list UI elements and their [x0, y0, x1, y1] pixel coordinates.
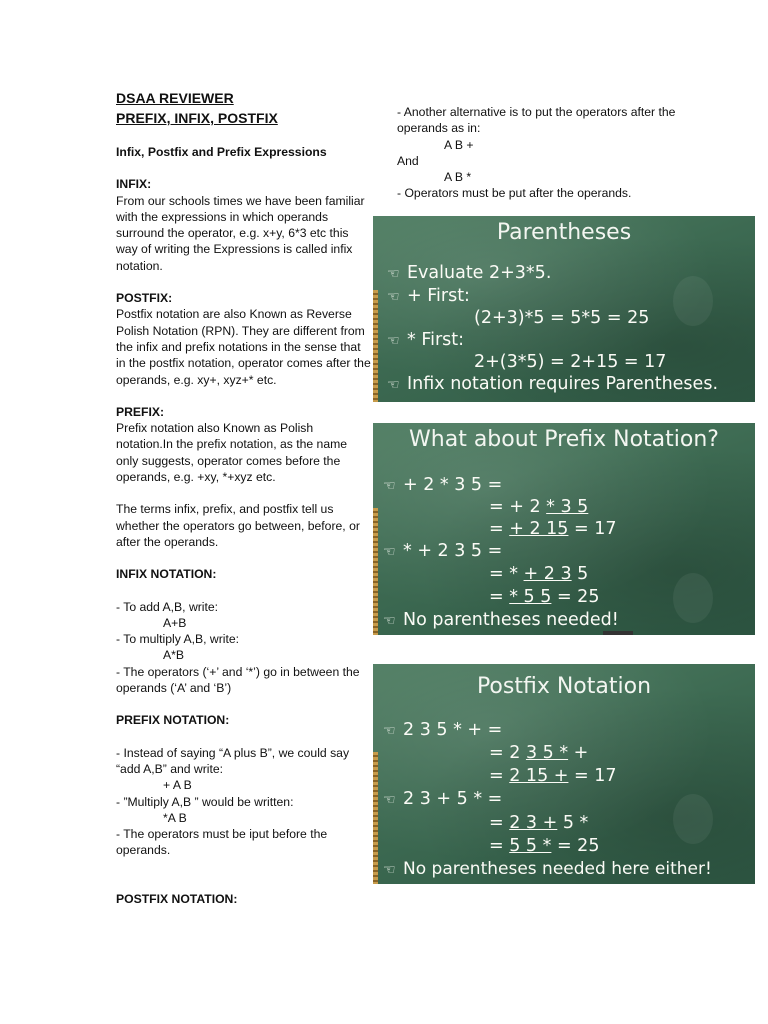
doc-title-line2: PREFIX, INFIX, POSTFIX	[116, 110, 278, 126]
chalk-ledge	[603, 631, 633, 635]
pointing-hand-icon: ☜	[383, 478, 396, 494]
prefix-heading: PREFIX:	[116, 404, 165, 419]
slide-title: What about Prefix Notation?	[409, 427, 719, 452]
alt-expr2: A B *	[444, 170, 472, 185]
prefix-instead: - Instead of saying “A plus B”, we could say “add A,B” and write:	[116, 745, 350, 776]
doc-title-line1: DSAA REVIEWER	[116, 90, 234, 106]
subtitle: Infix, Postfix and Prefix Expressions	[116, 145, 327, 159]
slide-line: = + 2 15 = 17	[489, 519, 617, 539]
infix-ops: - The operators (‘+’ and ‘*’) go in between the operands (‘A’ and ‘B’)	[116, 664, 360, 696]
slide-title: Postfix Notation	[476, 674, 652, 699]
pointing-hand-icon: ☜	[387, 289, 400, 305]
ruler-decoration	[373, 752, 378, 884]
postfix-notation-heading: POSTFIX NOTATION:	[116, 891, 238, 906]
prefix-mult: - ”Multiply A,B ” would be written:	[116, 794, 294, 809]
pointing-hand-icon: ☜	[383, 723, 396, 739]
terms-text: The terms infix, prefix, and postfix tell us whether the operators go between, before, or after the operands.	[116, 502, 360, 549]
slide-line: ☜ + First:	[387, 286, 470, 306]
right-column	[397, 104, 697, 202]
postfix-text: Postfix notation are also Known as Reverse Polish Notation (RPN). They are different from the infix and prefix notations in the sense that in the postfix notation, operator comes after the operands, e.g. xy+, xyz+* etc.	[116, 307, 371, 387]
slide-line: ☜ Evaluate 2+3*5.	[387, 263, 552, 283]
pointing-hand-icon: ☜	[383, 792, 396, 808]
pointing-hand-icon: ☜	[387, 333, 400, 349]
slide-line: = * 5 5 = 25	[489, 587, 600, 607]
slide-parentheses	[373, 216, 755, 402]
ops-after: - Operators must be put after the operands.	[397, 186, 632, 201]
prefix-mult-expr: *A B	[163, 810, 187, 825]
and-text: And	[397, 153, 419, 168]
slide-line: 2+(3*5) = 2+15 = 17	[474, 352, 667, 372]
slide-line: ☜ + 2 * 3 5 =	[383, 475, 503, 495]
slide-line: ☜ No parentheses needed here either!	[383, 859, 712, 879]
prefix-text: Prefix notation also Known as Polish notation.In the prefix notation, as the name only suggests, operator comes before the operands, e.g. +xy, *+xyz etc.	[116, 421, 348, 485]
infix-text: From our schools times we have been familiar with the expressions in which operands surround the operator, e.g. x+y, 6*3 etc this way of writing the Expressions is called infix notation.	[116, 193, 365, 273]
prefix-add-expr: + A B	[163, 778, 192, 793]
slide-line: ☜ Infix notation requires Parentheses.	[387, 374, 719, 394]
slide-line: ☜ 2 3 + 5 * =	[383, 789, 503, 809]
slide-title: Parentheses	[496, 220, 632, 245]
infix-mult-expr: A*B	[163, 648, 185, 663]
pointing-hand-icon: ☜	[387, 377, 400, 393]
prefix-ops: - The operators must be iput before the operands.	[116, 827, 328, 858]
pointing-hand-icon: ☜	[387, 266, 400, 282]
alt-text: - Another alternative is to put the operators after the operands as in:	[397, 105, 676, 136]
slide-line: = * + 2 3 5	[489, 564, 589, 584]
pointing-hand-icon: ☜	[383, 544, 396, 560]
pointing-hand-icon: ☜	[383, 613, 396, 629]
slide-line: = 2 3 5 * +	[489, 743, 589, 763]
left-column	[116, 88, 371, 907]
slide-line: = + 2 * 3 5	[489, 497, 589, 517]
ruler-decoration	[373, 508, 378, 635]
alt-expr1: A B +	[444, 137, 474, 152]
slide-prefix	[373, 423, 755, 635]
slide-line: (2+3)*5 = 5*5 = 25	[474, 308, 650, 328]
prefix-notation-heading: PREFIX NOTATION:	[116, 713, 230, 728]
slide-line: ☜ * First:	[387, 330, 465, 350]
slide-line: = 2 3 + 5 *	[489, 813, 589, 833]
infix-notation-heading: INFIX NOTATION:	[116, 567, 217, 582]
slide-line: ☜ * + 2 3 5 =	[383, 541, 503, 561]
infix-mult: - To multiply A,B, write:	[116, 632, 240, 647]
postfix-heading: POSTFIX:	[116, 291, 173, 306]
pointing-hand-icon: ☜	[383, 862, 396, 878]
infix-add: - To add A,B, write:	[116, 599, 219, 614]
infix-add-expr: A+B	[163, 615, 187, 630]
slide-line: = 2 15 + = 17	[489, 766, 617, 786]
slide-line: = 5 5 * = 25	[489, 836, 600, 856]
slide-line: ☜ 2 3 5 * + =	[383, 720, 503, 740]
infix-heading: INFIX:	[116, 177, 152, 192]
ruler-decoration	[373, 290, 378, 402]
slide-postfix	[373, 664, 755, 884]
slide-line: ☜ No parentheses needed!	[383, 610, 619, 630]
